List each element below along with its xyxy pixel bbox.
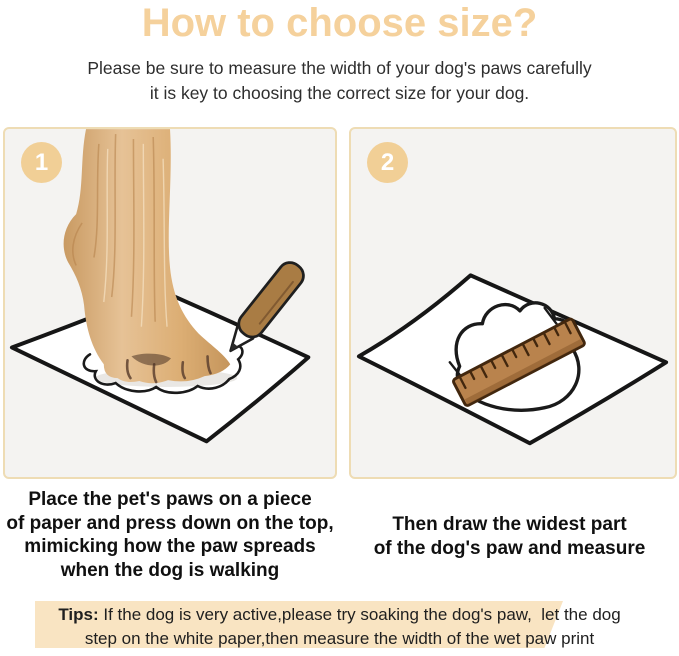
step-2-badge: 2 (367, 142, 408, 183)
step-1-illustration (5, 129, 335, 477)
step-2-caption (340, 513, 679, 560)
caption-line: Then draw the widest part (392, 514, 627, 535)
step-2-panel (349, 127, 677, 479)
step-1-panel (3, 127, 337, 479)
caption-line: of paper and press down on the top, (6, 512, 334, 534)
page-title: How to choose size? (141, 1, 538, 45)
tips-label: Tips: (58, 605, 99, 624)
subtitle-line-2: it is key to choosing the correct size for your dog. (149, 83, 530, 103)
tips-line-1 (0, 603, 679, 627)
caption-line: mimicking how the paw spreads (24, 536, 316, 557)
tips-note (0, 603, 679, 651)
step-2-illustration (351, 129, 675, 477)
subtitle (0, 56, 679, 106)
caption-line: Place the pet's paws on a piece (28, 489, 312, 510)
caption-line: when the dog is walking (60, 559, 280, 581)
subtitle-line-1: Please be sure to measure the width of your dog's paws carefully (87, 58, 592, 78)
tips-line-1-text: If the dog is very active,please try soaking the dog's paw, let the dog (98, 605, 621, 624)
tips-line-2: step on the white paper,then measure the width of the wet paw print (84, 629, 595, 648)
step-1-badge: 1 (21, 142, 62, 183)
step-1-caption (0, 488, 340, 582)
caption-line: of the dog's paw and measure (373, 537, 646, 559)
